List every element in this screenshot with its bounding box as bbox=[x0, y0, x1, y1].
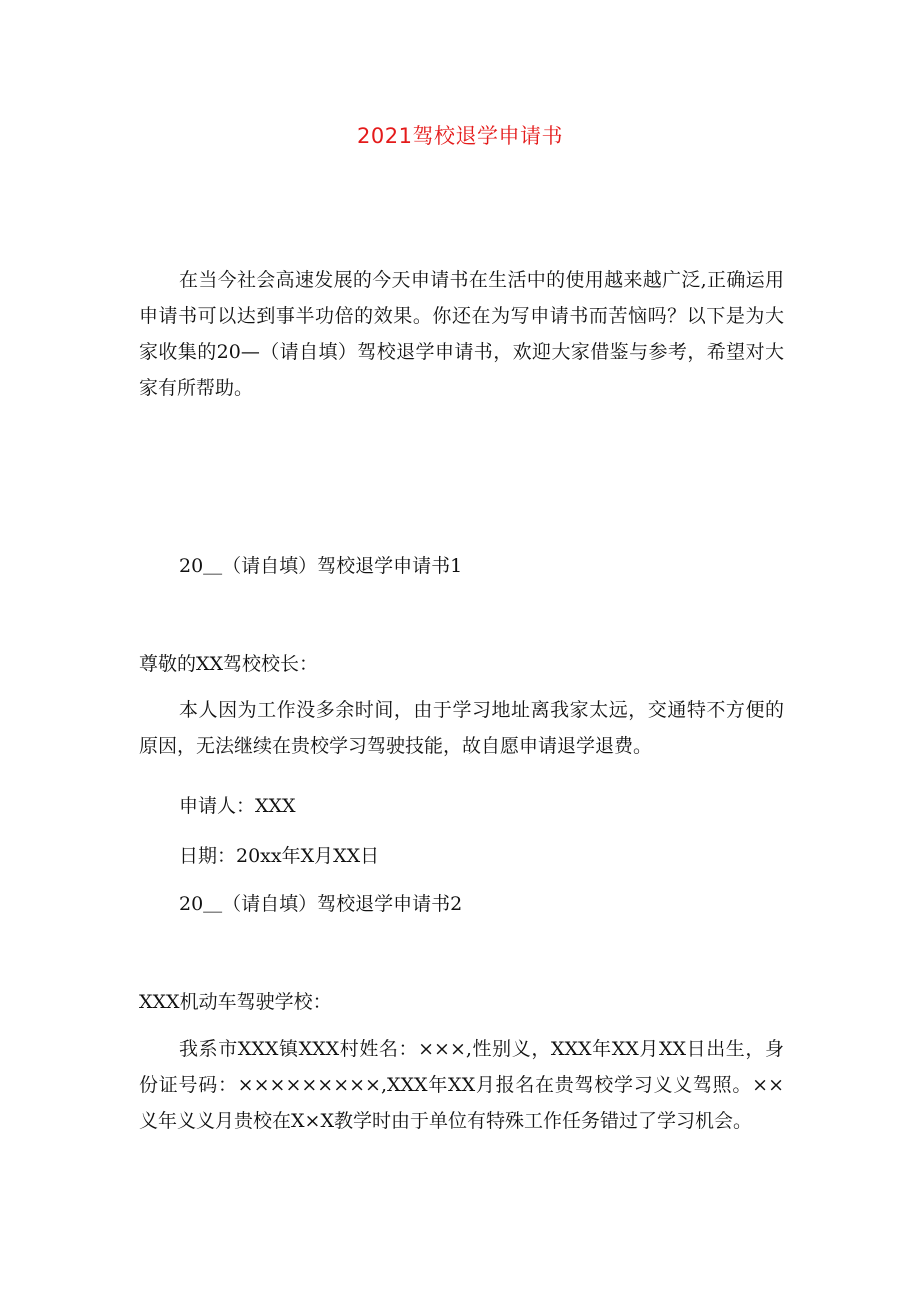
section1-salutation: 尊敬的XX驾校校长： bbox=[139, 653, 319, 675]
intro-paragraph: 在当今社会高速发展的今天申请书在生活中的使用越来越广泛,正确运用申请书可以达到事半功倍的效果。你还在为写申请书而苦恼吗？以下是为大家收集的20—（请自填）驾校退学申请书，欢迎大家借鉴与参考，希望对大家有所帮助。 bbox=[139, 269, 784, 399]
section2-body: 我系市XXX镇XXX村姓名：×××,性别义，XXX年XX月XX日出生，身份证号码：×××××××××,XXX年XX月报名在贵驾校学习义义驾照。××义年义义月贵校在X×X教学时由于单位有特殊工作任务错过了学习机会。 bbox=[139, 1038, 784, 1132]
section1-body: 本人因为工作没多余时间，由于学习地址离我家太远，交通特不方便的原因，无法继续在贵校学习驾驶技能，故自愿申请退学退费。 bbox=[139, 699, 784, 757]
document-title: 2021驾校退学申请书 bbox=[357, 124, 563, 148]
section1-heading: 20＿（请自填）驾校退学申请书1 bbox=[179, 555, 463, 577]
section2-salutation: XXX机动车驾驶学校： bbox=[139, 991, 332, 1013]
section1-applicant: 申请人：XXX bbox=[179, 795, 296, 817]
section1-date: 日期：20xx年X月XX日 bbox=[179, 845, 380, 867]
section2-heading: 20＿（请自填）驾校退学申请书2 bbox=[179, 893, 463, 915]
